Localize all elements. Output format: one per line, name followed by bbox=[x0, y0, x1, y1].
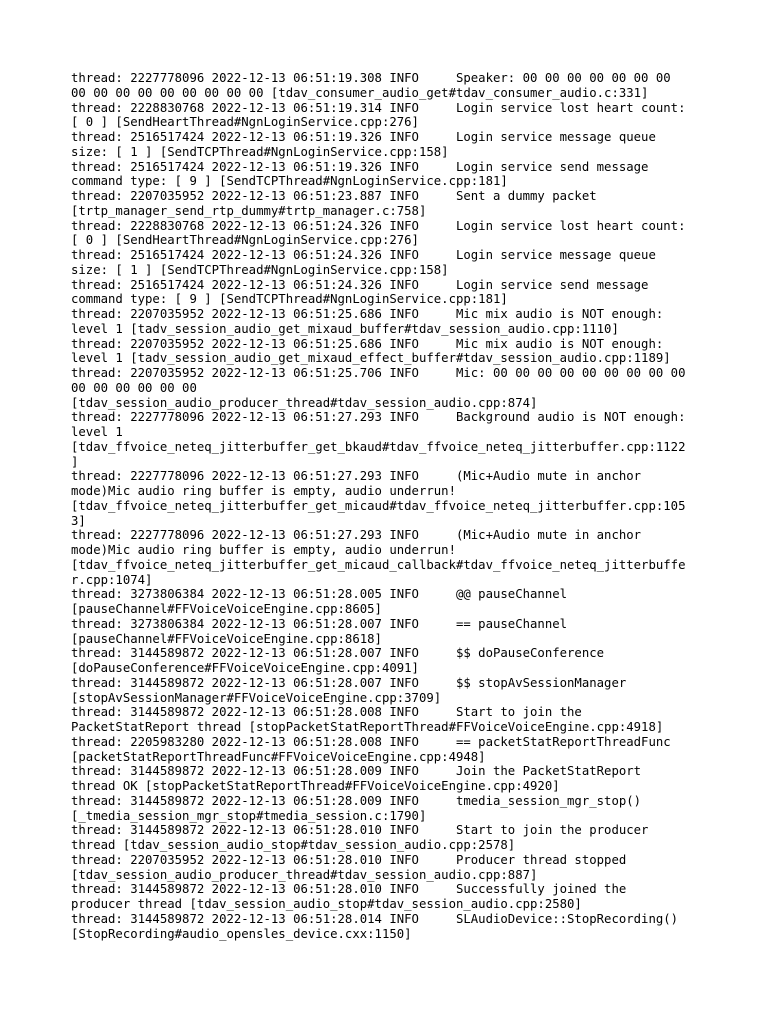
log-line: [tdav_session_audio_producer_thread#tdav_session_audio.cpp:874] bbox=[71, 395, 538, 410]
log-line: [_tmedia_session_mgr_stop#tmedia_session.c:1790] bbox=[71, 808, 427, 823]
log-line: thread [tdav_session_audio_stop#tdav_session_audio.cpp:2578] bbox=[71, 838, 516, 852]
log-line: level 1 [tadv_session_audio_get_mixaud_buffer#tdav_session_audio.cpp:1110] bbox=[71, 321, 619, 336]
log-line: thread: 2228830768 2022-12-13 06:51:24.326 INFO Login service lost heart count: bbox=[71, 218, 686, 233]
log-document bbox=[71, 71, 711, 941]
log-line: thread: 3144589872 2022-12-13 06:51:28.009 INFO Join the PacketStatReport bbox=[71, 764, 642, 779]
log-line: thread: 3144589872 2022-12-13 06:51:28.014 INFO SLAudioDevice::StopRecording() bbox=[71, 911, 679, 926]
log-line: thread: 2207035952 2022-12-13 06:51:25.686 INFO Mic mix audio is NOT enough: bbox=[71, 307, 664, 321]
log-line: mode)Mic audio ring buffer is empty, audio underrun! bbox=[71, 543, 456, 557]
log-line: thread: 3144589872 2022-12-13 06:51:28.010 INFO Successfully joined the bbox=[71, 882, 627, 897]
log-line: thread: 3144589872 2022-12-13 06:51:28.007 INFO $$ doPauseConference bbox=[71, 646, 605, 661]
log-line: [tdav_ffvoice_neteq_jitterbuffer_get_micaud#tdav_ffvoice_neteq_jitterbuffer.cpp:105 bbox=[71, 498, 686, 513]
log-line: thread: 2516517424 2022-12-13 06:51:19.326 INFO Login service send message bbox=[71, 159, 649, 174]
log-line: thread: 2516517424 2022-12-13 06:51:24.326 INFO Login service send message bbox=[71, 277, 649, 292]
log-line: thread: 2207035952 2022-12-13 06:51:23.887 INFO Sent a dummy packet bbox=[71, 189, 597, 203]
log-line: [stopAvSessionManager#FFVoiceVoiceEngine.cpp:3709] bbox=[71, 690, 442, 705]
log-line: [tdav_session_audio_producer_thread#tdav_session_audio.cpp:887] bbox=[71, 867, 538, 882]
log-line: thread: 2227778096 2022-12-13 06:51:27.293 INFO Background audio is NOT enough: bbox=[71, 410, 686, 425]
log-line: mode)Mic audio ring buffer is empty, audio underrun! bbox=[71, 484, 456, 498]
log-line: size: [ 1 ] [SendTCPThread#NgnLoginService.cpp:158] bbox=[71, 262, 449, 277]
log-line: 3] bbox=[71, 513, 86, 528]
log-line: thread: 3144589872 2022-12-13 06:51:28.010 INFO Start to join the producer bbox=[71, 823, 649, 838]
log-line: [ 0 ] [SendHeartThread#NgnLoginService.cpp:276] bbox=[71, 115, 419, 130]
log-line: thread: 2227778096 2022-12-13 06:51:19.308 INFO Speaker: 00 00 00 00 00 00 00 bbox=[71, 71, 671, 85]
log-line: thread: 2516517424 2022-12-13 06:51:24.326 INFO Login service message queue bbox=[71, 248, 656, 262]
log-line: command type: [ 9 ] [SendTCPThread#NgnLoginService.cpp:181] bbox=[71, 174, 508, 189]
log-line: thread: 3144589872 2022-12-13 06:51:28.008 INFO Start to join the bbox=[71, 705, 582, 720]
log-line: [StopRecording#audio_opensles_device.cxx:1150] bbox=[71, 926, 412, 941]
log-line: producer thread [tdav_session_audio_stop#tdav_session_audio.cpp:2580] bbox=[71, 897, 582, 911]
log-line: [tdav_ffvoice_neteq_jitterbuffer_get_micaud_callback#tdav_ffvoice_neteq_jitterbuffe bbox=[71, 557, 686, 572]
log-line: thread: 2207035952 2022-12-13 06:51:25.706 INFO Mic: 00 00 00 00 00 00 00 00 00 bbox=[71, 366, 686, 380]
log-line: ] bbox=[71, 454, 79, 469]
log-line: thread OK [stopPacketStatReportThread#FFVoiceVoiceEngine.cpp:4920] bbox=[71, 779, 560, 793]
log-line: thread: 2207035952 2022-12-13 06:51:25.686 INFO Mic mix audio is NOT enough: bbox=[71, 336, 664, 351]
log-line: [pauseChannel#FFVoiceVoiceEngine.cpp:8605] bbox=[71, 602, 382, 616]
log-line: 00 00 00 00 00 00 bbox=[71, 380, 197, 395]
log-line: [packetStatReportThreadFunc#FFVoiceVoiceEngine.cpp:4948] bbox=[71, 749, 486, 764]
log-line: thread: 2207035952 2022-12-13 06:51:28.010 INFO Producer thread stopped bbox=[71, 852, 627, 867]
log-line: [ 0 ] [SendHeartThread#NgnLoginService.cpp:276] bbox=[71, 233, 419, 248]
log-line: thread: 2227778096 2022-12-13 06:51:27.293 INFO (Mic+Audio mute in anchor bbox=[71, 528, 642, 543]
log-line: PacketStatReport thread [stopPacketStatReportThread#FFVoiceVoiceEngine.cpp:4918] bbox=[71, 720, 664, 734]
log-line: thread: 3273806384 2022-12-13 06:51:28.005 INFO @@ pauseChannel bbox=[71, 587, 568, 602]
log-line: thread: 2205983280 2022-12-13 06:51:28.008 INFO == packetStatReportThreadFunc bbox=[71, 734, 671, 749]
log-line: thread: 2516517424 2022-12-13 06:51:19.326 INFO Login service message queue bbox=[71, 130, 656, 144]
log-line: size: [ 1 ] [SendTCPThread#NgnLoginService.cpp:158] bbox=[71, 144, 449, 159]
log-line: [trtp_manager_send_rtp_dummy#trtp_manager.c:758] bbox=[71, 203, 427, 218]
log-line: level 1 [tadv_session_audio_get_mixaud_effect_buffer#tdav_session_audio.cpp:1189] bbox=[71, 351, 671, 366]
log-line: level 1 bbox=[71, 425, 123, 439]
log-line: thread: 3273806384 2022-12-13 06:51:28.007 INFO == pauseChannel bbox=[71, 616, 568, 631]
log-line: r.cpp:1074] bbox=[71, 572, 153, 587]
log-line: [pauseChannel#FFVoiceVoiceEngine.cpp:8618] bbox=[71, 631, 382, 646]
log-line: thread: 2227778096 2022-12-13 06:51:27.293 INFO (Mic+Audio mute in anchor bbox=[71, 469, 642, 484]
log-line: command type: [ 9 ] [SendTCPThread#NgnLoginService.cpp:181] bbox=[71, 292, 508, 307]
log-line: [tdav_ffvoice_neteq_jitterbuffer_get_bkaud#tdav_ffvoice_neteq_jitterbuffer.cpp:1122 bbox=[71, 439, 686, 454]
log-line: 00 00 00 00 00 00 00 00 00 [tdav_consumer_audio_get#tdav_consumer_audio.c:331] bbox=[71, 85, 649, 100]
log-line: [doPauseConference#FFVoiceVoiceEngine.cpp:4091] bbox=[71, 661, 419, 675]
log-line: thread: 3144589872 2022-12-13 06:51:28.009 INFO tmedia_session_mgr_stop() bbox=[71, 793, 642, 808]
log-line: thread: 2228830768 2022-12-13 06:51:19.314 INFO Login service lost heart count: bbox=[71, 100, 686, 115]
log-line: thread: 3144589872 2022-12-13 06:51:28.007 INFO $$ stopAvSessionManager bbox=[71, 675, 627, 690]
